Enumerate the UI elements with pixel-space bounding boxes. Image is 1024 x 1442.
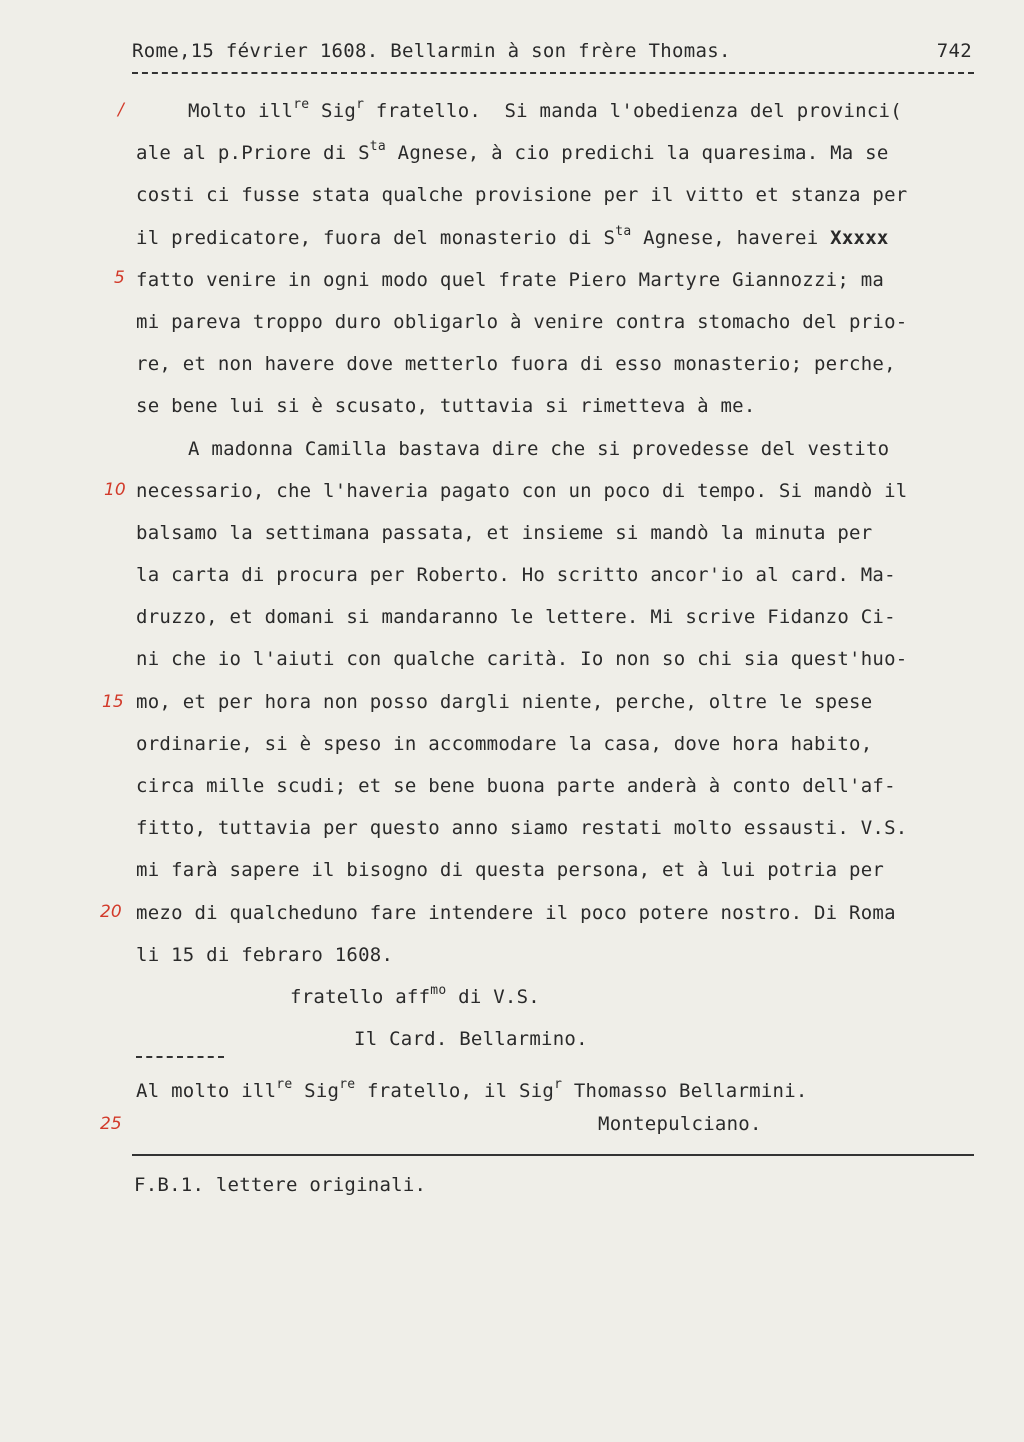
letter-line: druzzo, et domani si mandaranno le lettere. Mi scrive Fidanzo Ci- bbox=[136, 606, 896, 629]
margin-number-15: 15 bbox=[102, 692, 124, 712]
letter-line: fatto venire in ogni modo quel frate Piero Martyre Giannozzi; ma bbox=[136, 268, 885, 291]
letter-line: Molto ill$^{re}$ Sig$^r$ fratello. Si manda l'obedienza del provinci( bbox=[188, 97, 902, 122]
short-dashed-rule bbox=[136, 1056, 224, 1058]
letter-line: la carta di procura per Roberto. Ho scritto ancor'io al card. Ma- bbox=[136, 564, 896, 587]
letter-line: necessario, che l'haveria pagato con un poco di tempo. Si mandò il bbox=[136, 479, 908, 502]
header-title: Rome,15 février 1608. Bellarmin à son frère Thomas. bbox=[132, 40, 731, 62]
page-number: 742 bbox=[936, 40, 972, 62]
header-dashed-rule bbox=[132, 72, 974, 74]
letter-line: mezo di qualcheduno fare intendere il poco potere nostro. Di Roma bbox=[136, 901, 896, 924]
letter-line: ordinarie, si è speso in accommodare la casa, dove hora habito, bbox=[136, 732, 873, 755]
margin-number-1: / bbox=[118, 100, 124, 120]
letter-line: A madonna Camilla bastava dire che si provedesse del vestito bbox=[188, 437, 890, 460]
letter-line: ale al p.Priore di $S^{ta}$ Agnese, à cio predichi la quaresima. Ma se bbox=[136, 139, 889, 165]
closing-line: fratello aff$^{mo}$ di V.S. bbox=[290, 982, 540, 1008]
letter-line: se bene lui si è scusato, tuttavia si rimetteva à me. bbox=[136, 395, 756, 418]
footer-rule bbox=[132, 1154, 974, 1156]
margin-number-10: 10 bbox=[104, 480, 126, 500]
letter-line: fitto, tuttavia per questo anno siamo restati molto essausti. V.S. bbox=[136, 817, 908, 840]
letter-body bbox=[136, 90, 996, 1145]
margin-number-5: 5 bbox=[114, 268, 125, 288]
letter-line: mi farà sapere il bisogno di questa persona, et à lui potria per bbox=[136, 859, 885, 882]
letter-line: li 15 di febraro 1608. bbox=[136, 943, 394, 966]
source-note: F.B.1. lettere originali. bbox=[134, 1174, 427, 1196]
signature-line: Il Card. Bellarmino. bbox=[354, 1028, 588, 1051]
margin-number-20: 20 bbox=[100, 902, 122, 922]
struck-word: Xxxxx bbox=[830, 226, 889, 249]
letter-line: ni che io l'aiuti con qualche carità. Io non so chi sia quest'huo- bbox=[136, 648, 908, 671]
address-line: Al molto ill$^{re}$ Sig$^{re}$ fratello, il Sig$^r$ Thomasso Bellarmini. bbox=[136, 1077, 808, 1103]
letter-line: mi pareva troppo duro obligarlo à venire contra stomacho del prio- bbox=[136, 310, 908, 333]
letter-line: balsamo la settimana passata, et insieme si mandò la minuta per bbox=[136, 521, 873, 544]
letter-line: mo, et per hora non posso dargli niente, perche, oltre le spese bbox=[136, 690, 873, 713]
letter-line: re, et non havere dove metterlo fuora di esso monasterio; perche, bbox=[136, 353, 896, 376]
margin-number-25: 25 bbox=[100, 1114, 122, 1134]
letter-line: il predicatore, fuora del monasterio di $S^{ta}$ Agnese, haverei Xxxxx bbox=[136, 223, 889, 249]
address-place: Montepulciano. bbox=[598, 1112, 762, 1135]
letter-line: costi ci fusse stata qualche provisione per il vitto et stanza per bbox=[136, 184, 908, 207]
letter-line: circa mille scudi; et se bene buona parte anderà à conto dell'af- bbox=[136, 775, 896, 797]
